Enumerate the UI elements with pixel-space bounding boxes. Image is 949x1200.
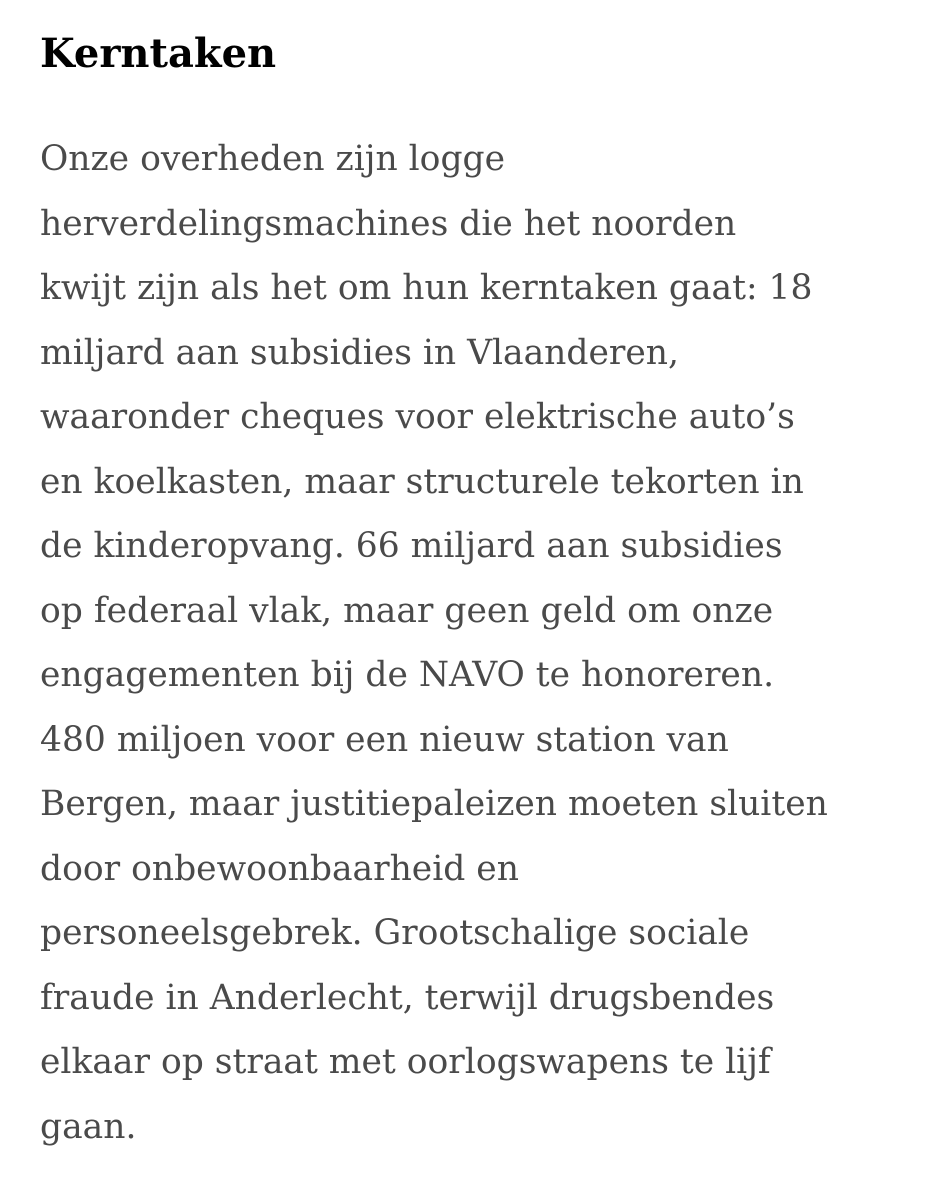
paragraph-line: en koelkasten, maar structurele tekorten in	[40, 461, 804, 502]
paragraph-line: fraude in Anderlecht, terwijl drugsbendes	[40, 977, 775, 1018]
paragraph-line: miljard aan subsidies in Vlaanderen,	[40, 332, 679, 373]
paragraph-line: op federaal vlak, maar geen geld om onze	[40, 590, 774, 631]
paragraph-line: Onze overheden zijn logge	[40, 139, 506, 179]
paragraph-line: herverdelingsmachines die het noorden	[40, 203, 737, 244]
paragraph-line: de kinderopvang. 66 miljard aan subsidies	[40, 526, 783, 566]
paragraph	[40, 127, 828, 1159]
paragraph-line: 480 miljoen voor een nieuw station van	[40, 719, 729, 760]
paragraph-line: personeelsgebrek. Grootschalige sociale	[40, 913, 750, 953]
paragraph-line: kwijt zijn als het om hun kerntaken gaat: 18	[40, 268, 813, 308]
section-heading: Kerntaken	[40, 30, 277, 77]
paragraph-line: door onbewoonbaarheid en	[40, 848, 519, 889]
paragraph-line: gaan.	[40, 1106, 137, 1147]
paragraph-line: waaronder cheques voor elektrische auto’s	[40, 397, 795, 437]
paragraph-line: Bergen, maar justitiepaleizen moeten sluiten	[40, 784, 828, 824]
paragraph-line: elkaar op straat met oorlogswapens te lijf	[40, 1042, 771, 1082]
paragraph-line: engagementen bij de NAVO te honoreren.	[40, 655, 775, 695]
